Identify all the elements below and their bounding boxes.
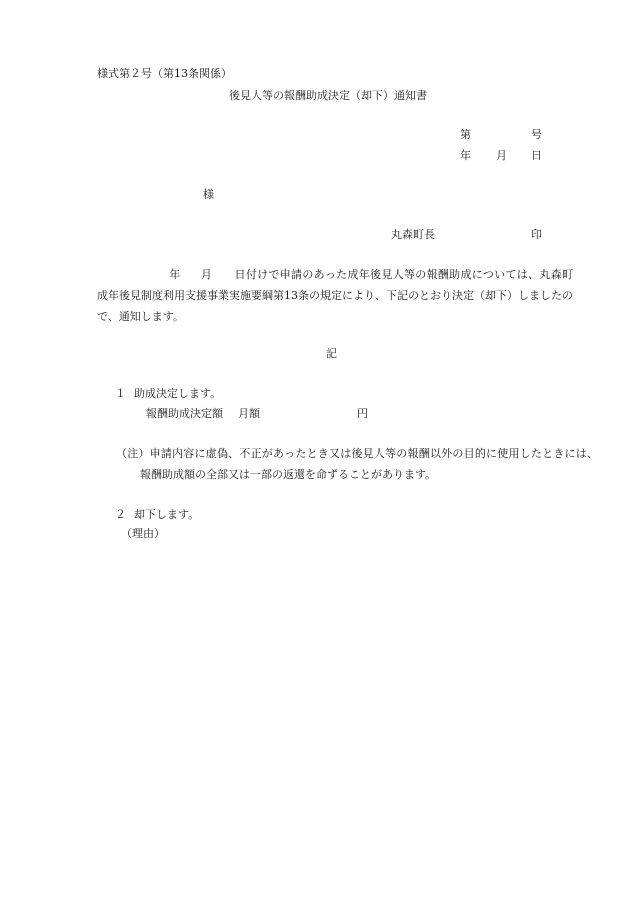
body-year: 年 [169,268,181,281]
body-month: 月 [200,268,213,281]
date-month: 月 [496,149,507,162]
item2-label: 却下します。 [134,508,200,521]
sender-title: 丸森町長 [391,228,435,241]
item2-number: ２ [115,508,126,521]
doc-number-prefix: 第 [460,128,471,141]
note-paragraph: （注）申請内容に虚偽、不正があったとき又は後見人等の報酬以外の目的に使用したときには、報酬助成額の全部又は一部の返還を命ずることがあります。 [116,447,598,481]
item1-number: １ [115,387,126,400]
amount-period: 月額 [238,407,260,420]
form-label: 様式第２号（第13条関係） [97,67,232,80]
body-paragraph [97,264,573,327]
body-text: 日付けで申請のあった成年後見人等の報酬助成については、丸森町成年後見制度利用支援事業実施要綱第13条の規定により、下記のとおり決定（却下）しましたので、通知します。 [97,268,573,323]
date-day: 日 [531,149,542,162]
reason-label: （理由） [121,527,165,540]
doc-number-suffix: 号 [531,128,542,141]
item1-label: 助成決定します。 [134,387,222,400]
addressee-honorific: 様 [203,188,214,201]
amount-currency: 円 [357,407,368,420]
amount-label: 報酬助成決定額 [146,407,223,420]
sender-seal: 印 [531,228,542,241]
document-title: 後見人等の報酬助成決定（却下）通知書 [229,89,427,102]
ki-heading: 記 [326,347,337,360]
date-year: 年 [460,149,471,162]
